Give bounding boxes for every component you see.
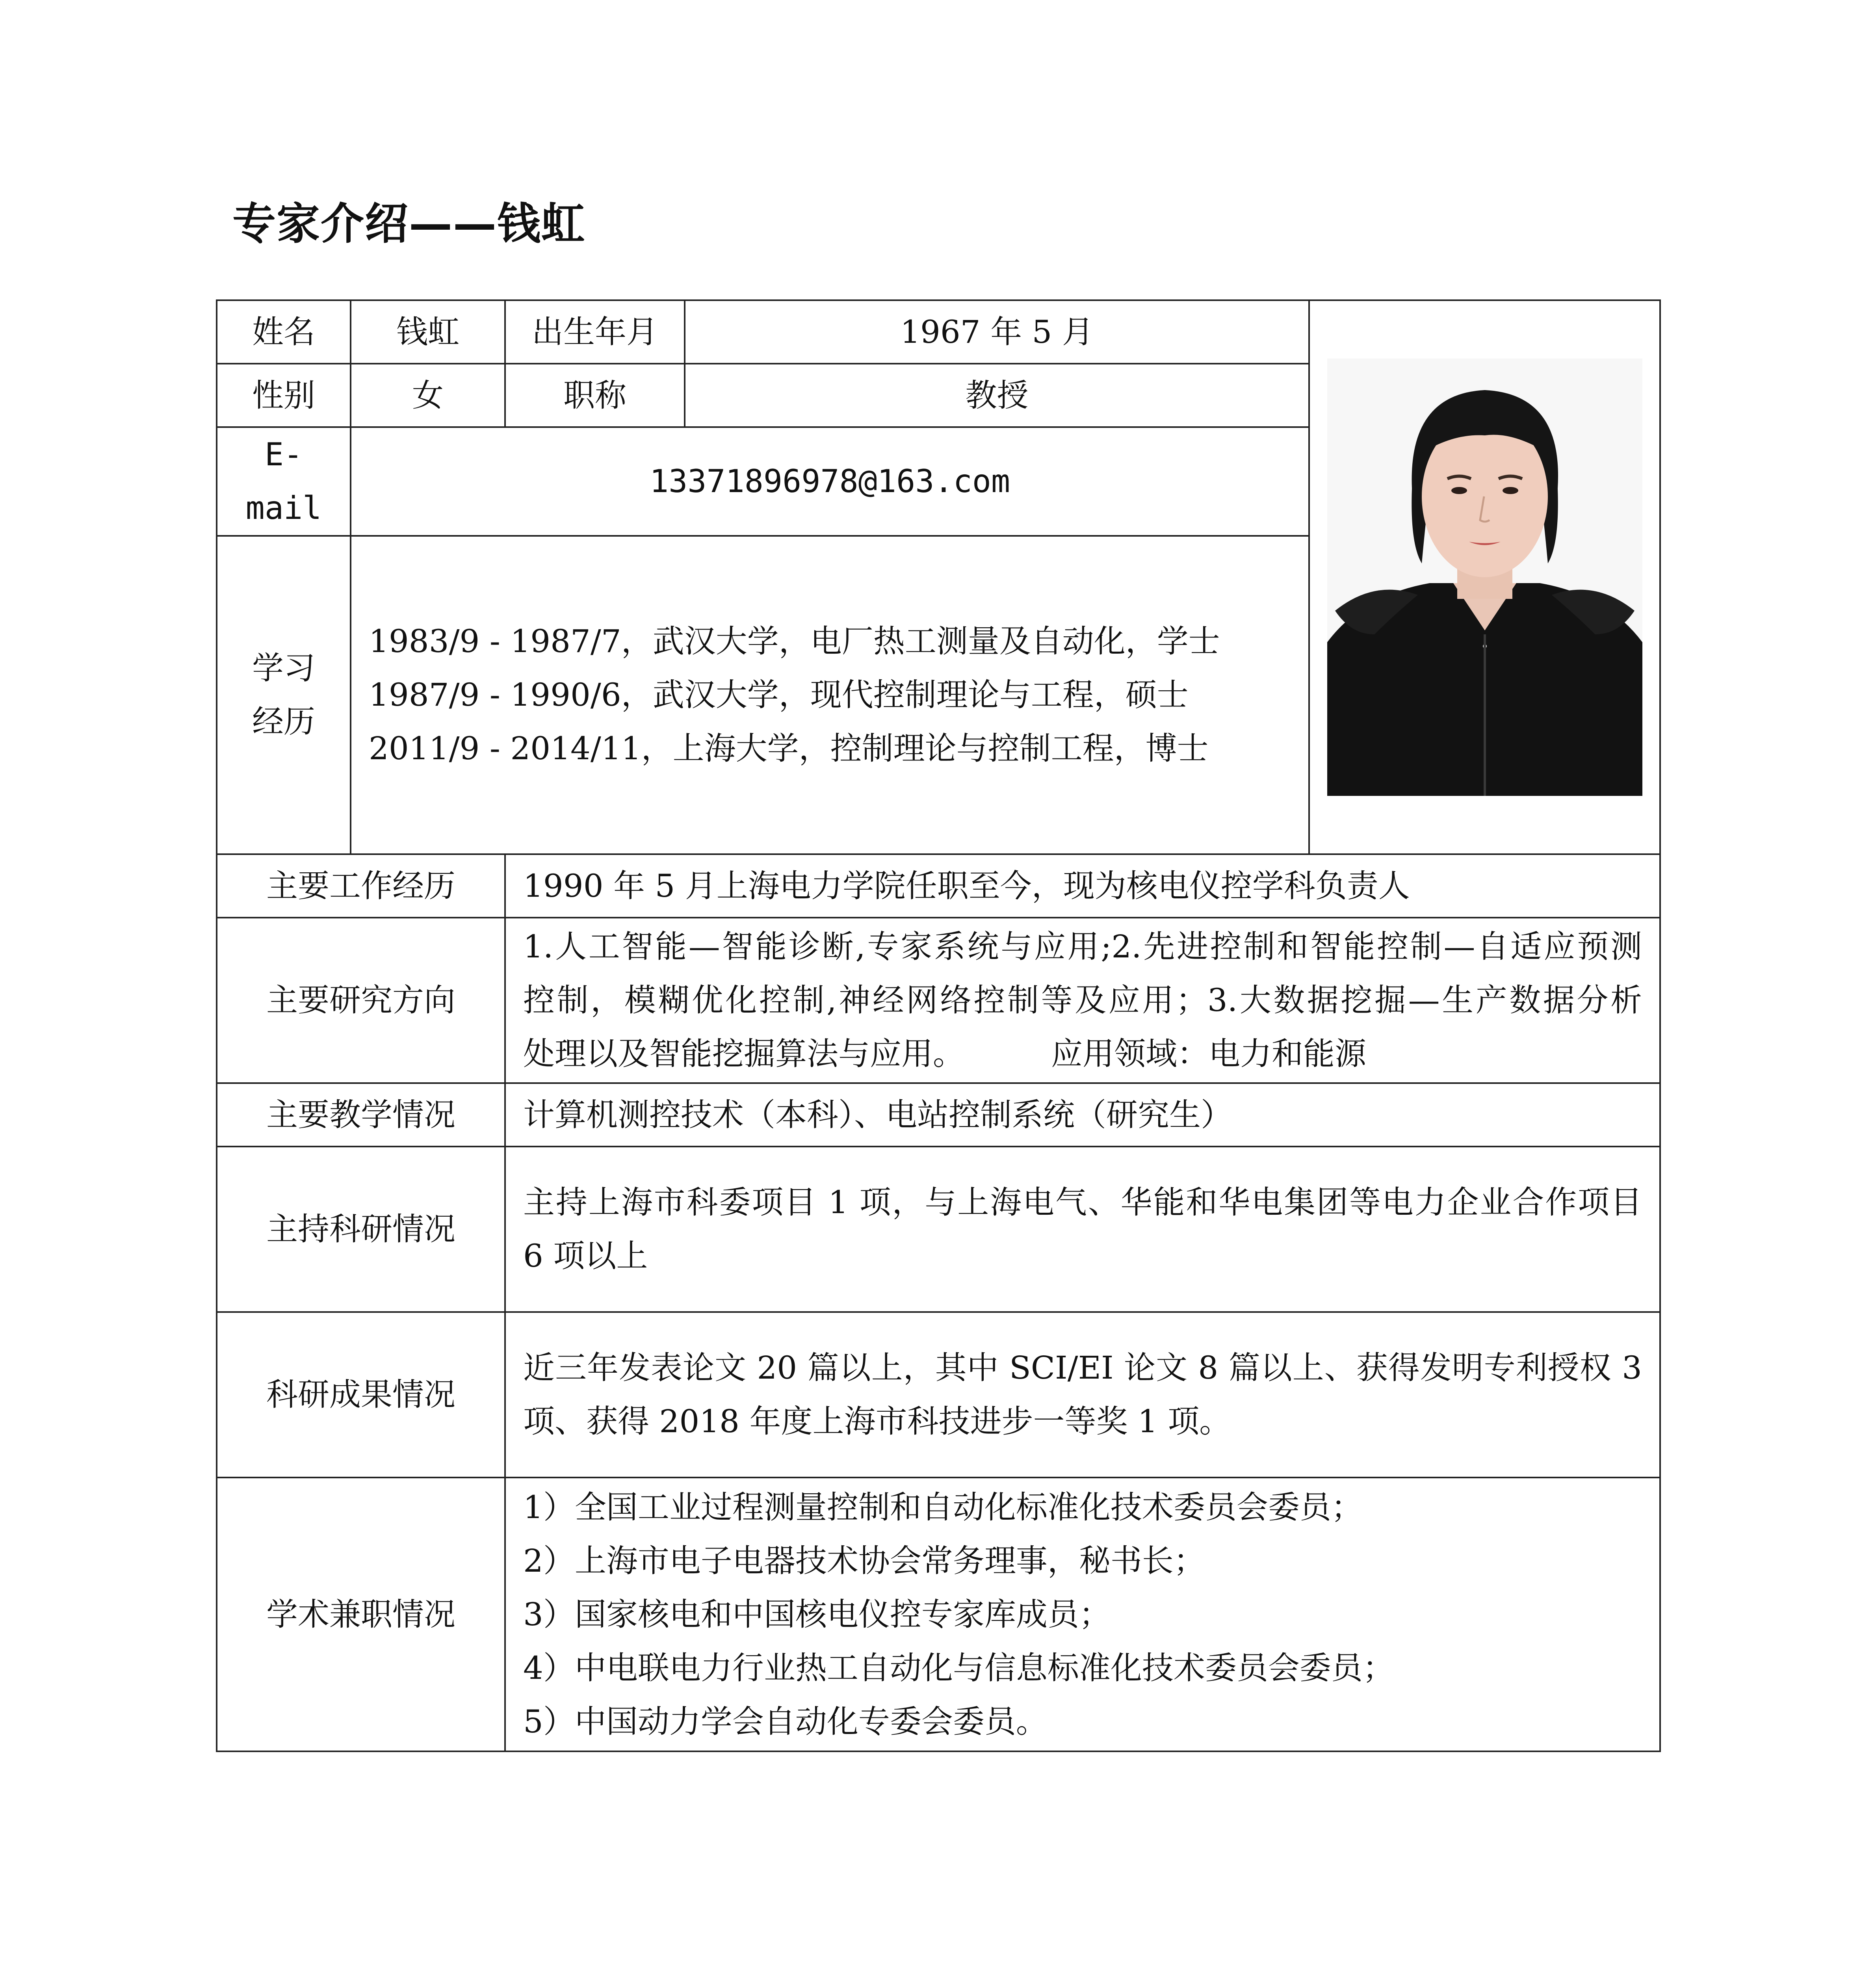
education-list xyxy=(351,536,1309,854)
name-label: 姓名 xyxy=(217,300,351,364)
work-label: 主要工作经历 xyxy=(217,854,505,918)
achievements-label: 科研成果情况 xyxy=(217,1312,505,1478)
gender-value: 女 xyxy=(351,364,505,427)
email-label: E-mail xyxy=(217,427,351,536)
research-line xyxy=(523,1027,1642,1081)
education-label-line: 经历 xyxy=(252,703,315,740)
name-value: 钱虹 xyxy=(351,300,505,364)
teaching-value: 计算机测控技术（本科）、电站控制系统（研究生） xyxy=(505,1083,1660,1147)
education-item: 1987/9 - 1990/6，武汉大学，现代控制理论与工程，硕士 xyxy=(369,676,1189,713)
research-line: 控制，模糊优化控制,神经网络控制等及应用；3.大数据挖掘—生产数据分析 xyxy=(523,982,1642,1018)
education-item: 1983/9 - 1987/7，武汉大学，电厂热工测量及自动化，学士 xyxy=(369,623,1220,660)
position-item: 3）国家核电和中国核电仪控专家库成员； xyxy=(523,1596,1111,1633)
position-item: 5）中国动力学会自动化专委会委员。 xyxy=(523,1703,1048,1740)
expert-profile-table xyxy=(216,299,1661,1752)
projects-line: 6 项以上 xyxy=(523,1238,648,1274)
projects-label: 主持科研情况 xyxy=(217,1147,505,1312)
research-label: 主要研究方向 xyxy=(217,918,505,1083)
title-label: 职称 xyxy=(505,364,685,427)
achievements-line: 项、获得 2018 年度上海市科技进步一等奖 1 项。 xyxy=(523,1403,1231,1440)
achievements-value xyxy=(505,1312,1660,1478)
projects-line: 主持上海市科委项目 1 项，与上海电气、华能和华电集团等电力企业合作项目 xyxy=(523,1184,1642,1221)
teaching-label: 主要教学情况 xyxy=(217,1083,505,1147)
position-item: 1）全国工业过程测量控制和自动化标准化技术委员会委员； xyxy=(523,1489,1363,1526)
work-value: 1990 年 5 月上海电力学院任职至今，现为核电仪控学科负责人 xyxy=(505,854,1660,918)
photo-cell xyxy=(1309,300,1660,854)
title-value: 教授 xyxy=(685,364,1309,427)
education-label-line: 学习 xyxy=(252,650,315,686)
gender-label: 性别 xyxy=(217,364,351,427)
positions-list xyxy=(505,1478,1660,1751)
research-line: 1.人工智能—智能诊断,专家系统与应用;2.先进控制和智能控制—自适应预测 xyxy=(523,928,1642,965)
portrait-photo xyxy=(1327,359,1642,796)
email-value: 13371896978@163.com xyxy=(351,427,1309,536)
research-line-text: 处理以及智能挖掘算法与应用。 xyxy=(523,1035,964,1072)
achievements-line: 近三年发表论文 20 篇以上，其中 SCI/EI 论文 8 篇以上、获得发明专利授权 3 xyxy=(523,1349,1642,1386)
birth-value: 1967 年 5 月 xyxy=(685,300,1309,364)
positions-label: 学术兼职情况 xyxy=(217,1478,505,1751)
research-field: 应用领域：电力和能源 xyxy=(1051,1035,1366,1072)
birth-label: 出生年月 xyxy=(505,300,685,364)
education-item: 2011/9 - 2014/11，上海大学，控制理论与控制工程，博士 xyxy=(369,730,1209,767)
research-value xyxy=(505,918,1660,1083)
education-label xyxy=(217,536,351,854)
page-title: 专家介绍——钱虹 xyxy=(232,199,585,249)
projects-value xyxy=(505,1147,1660,1312)
position-item: 2）上海市电子电器技术协会常务理事，秘书长； xyxy=(523,1542,1205,1579)
position-item: 4）中电联电力行业热工自动化与信息标准化技术委员会委员； xyxy=(523,1649,1394,1686)
